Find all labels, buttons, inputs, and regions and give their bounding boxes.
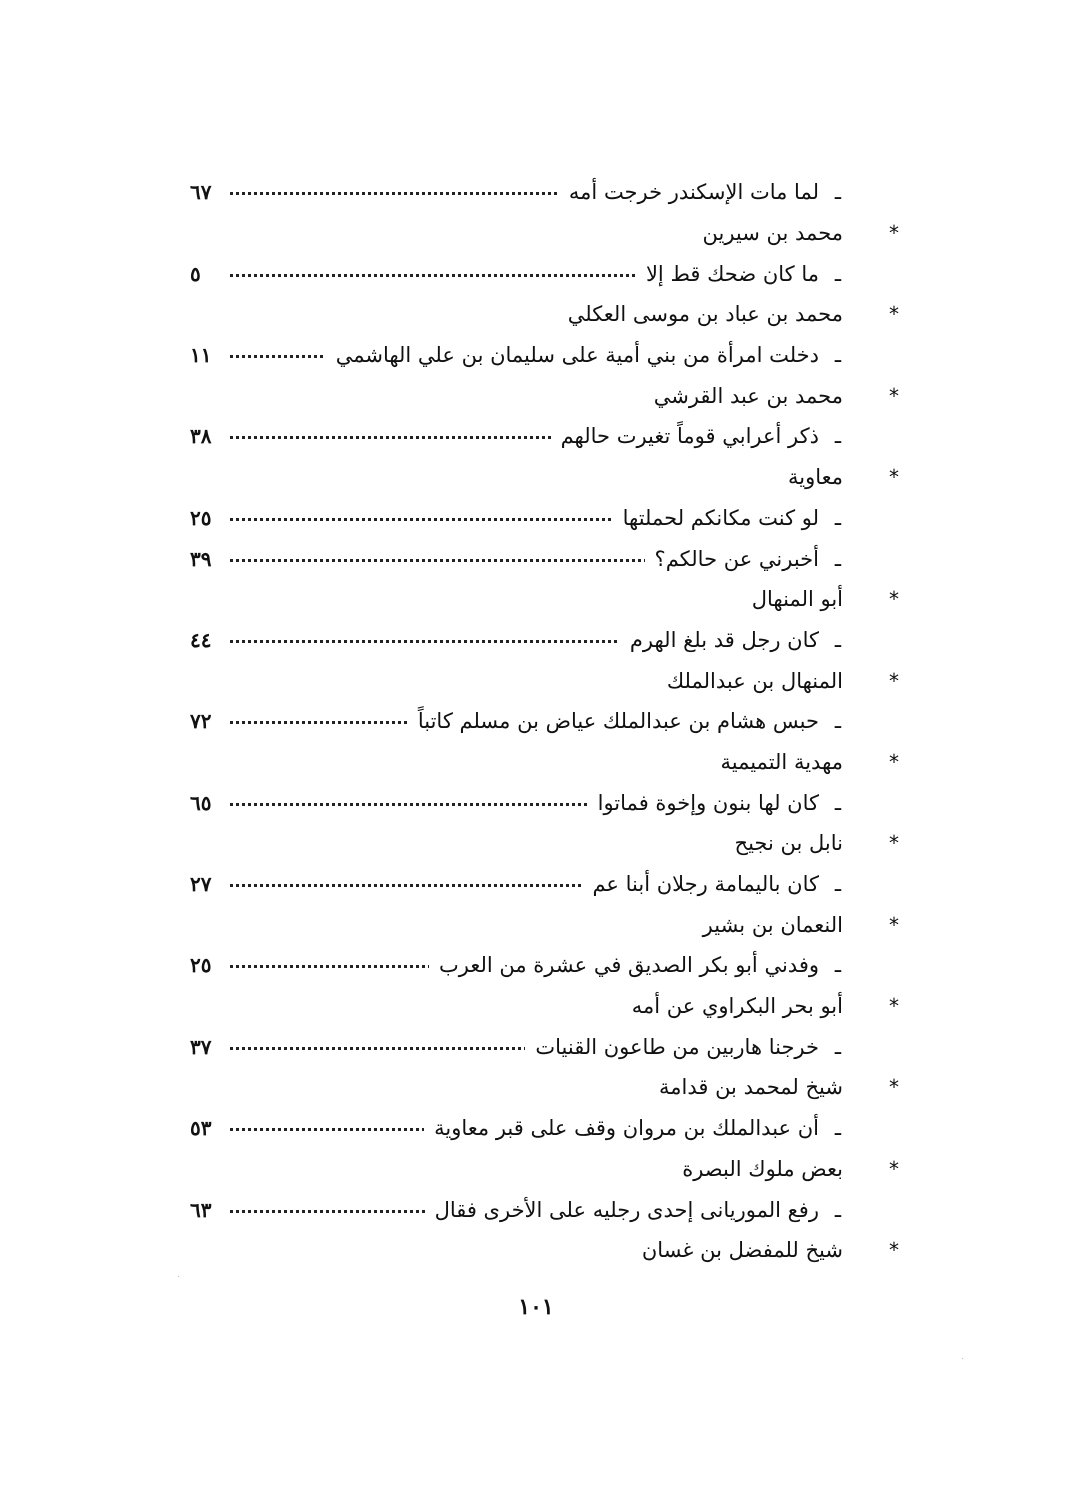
entry-dash: ـ [834,505,841,530]
entry-page-number: ٦٧ [190,180,228,204]
index-entry [190,335,905,376]
index-entry [190,1108,905,1149]
asterisk-bullet-icon: * [889,1075,899,1100]
entry-dash: ـ [834,709,841,734]
asterisk-bullet-icon: * [889,587,899,612]
person-heading [190,823,905,864]
person-heading [190,742,905,783]
entry-dash: ـ [834,1116,841,1141]
entry-page-number: ٣٨ [190,424,228,448]
entry-dash: ـ [834,424,841,449]
entry-dash: ـ [834,1034,841,1059]
entry-title: وفدني أبو بكر الصديق في عشرة من العرب [429,953,819,977]
person-heading [190,1149,905,1190]
person-heading [190,904,905,945]
person-heading [190,213,905,254]
entry-dash: ـ [834,180,841,205]
index-entry [190,945,905,986]
entry-page-number: ٥٣ [190,1116,228,1140]
asterisk-bullet-icon: * [889,1156,899,1181]
index-list [190,172,905,1271]
person-name: المنهال بن عبدالملك [666,668,843,693]
index-entry [190,782,905,823]
entry-page-number: ٢٥ [190,506,228,530]
entry-title: خرجنا هاربين من طاعون القنيات [525,1035,819,1059]
index-entry [190,864,905,905]
person-name: بعض ملوك البصرة [682,1156,843,1181]
entry-dash: ـ [834,627,841,652]
entry-title: لو كنت مكانكم لحملتها [613,506,819,530]
index-entry [190,416,905,457]
entry-title: ما كان ضحك قط إلا [636,262,819,286]
index-entry [190,620,905,661]
asterisk-bullet-icon: * [889,383,899,408]
entry-title: أخبرني عن حالكم؟ [645,547,819,571]
entry-dash: ـ [834,546,841,571]
person-name: مهدية التميمية [720,749,843,774]
asterisk-bullet-icon: * [889,221,899,246]
entry-page-number: ٢٧ [190,872,228,896]
entry-title: دخلت امرأة من بني أمية على سليمان بن علي الهاشمي [326,343,819,367]
entry-page-number: ٣٩ [190,547,228,571]
entry-page-number: ٢٥ [190,953,228,977]
entry-page-number: ٤٤ [190,628,228,652]
person-name: أبو بحر البكراوي عن أمه [631,994,843,1019]
asterisk-bullet-icon: * [889,465,899,490]
index-entry [190,498,905,539]
entry-title: حبس هشام بن عبدالملك عياض بن مسلم كاتباً [408,709,819,733]
asterisk-bullet-icon: * [889,831,899,856]
person-heading [190,1067,905,1108]
person-name: محمد بن عباد بن موسى العكلي [567,302,843,327]
entry-title: رفع الموريانى إحدى رجليه على الأخرى فقال [425,1198,819,1222]
entry-dash: ـ [834,872,841,897]
asterisk-bullet-icon: * [889,1238,899,1263]
person-heading [190,660,905,701]
person-name: أبو المنهال [751,587,843,612]
person-name: شيخ لمحمد بن قدامة [658,1075,843,1100]
entry-title: كان لها بنون وإخوة فماتوا [588,791,819,815]
asterisk-bullet-icon: * [889,302,899,327]
entry-page-number: ٦٣ [190,1198,228,1222]
entry-dash: ـ [834,343,841,368]
entry-page-number: ٧٢ [190,709,228,733]
entry-dash: ـ [834,953,841,978]
page-number: ١٠١ [518,1294,554,1320]
person-heading [190,1230,905,1271]
paper-speck [962,1358,963,1359]
index-entry [190,701,905,742]
person-heading [190,294,905,335]
entry-title: أن عبدالملك بن مروان وقف على قبر معاوية [424,1116,819,1140]
entry-dash: ـ [834,261,841,286]
index-entry [190,172,905,213]
asterisk-bullet-icon: * [889,668,899,693]
paper-speck [178,1276,179,1277]
entry-page-number: ٥ [190,262,228,286]
person-name: محمد بن سيرين [702,221,843,246]
entry-dash: ـ [834,1197,841,1222]
entry-page-number: ١١ [190,343,228,367]
index-entry [190,1189,905,1230]
entry-dash: ـ [834,790,841,815]
entry-page-number: ٦٥ [190,791,228,815]
asterisk-bullet-icon: * [889,994,899,1019]
entry-title: كان باليمامة رجلان أبنا عم [582,872,819,896]
person-heading [190,457,905,498]
index-entry [190,253,905,294]
person-heading [190,579,905,620]
person-name: نابل بن نجيح [734,831,843,856]
entry-page-number: ٣٧ [190,1035,228,1059]
person-name: معاوية [787,465,843,490]
entry-title: ذكر أعرابي قوماً تغيرت حالهم [551,424,819,448]
person-heading [190,375,905,416]
person-heading [190,986,905,1027]
entry-title: كان رجل قد بلغ الهرم [620,628,819,652]
person-name: شيخ للمفضل بن غسان [641,1238,843,1263]
asterisk-bullet-icon: * [889,749,899,774]
index-entry [190,1026,905,1067]
entry-title: لما مات الإسكندر خرجت أمه [559,180,819,204]
person-name: النعمان بن بشير [702,912,843,937]
index-entry [190,538,905,579]
person-name: محمد بن عبد القرشي [653,383,843,408]
asterisk-bullet-icon: * [889,912,899,937]
